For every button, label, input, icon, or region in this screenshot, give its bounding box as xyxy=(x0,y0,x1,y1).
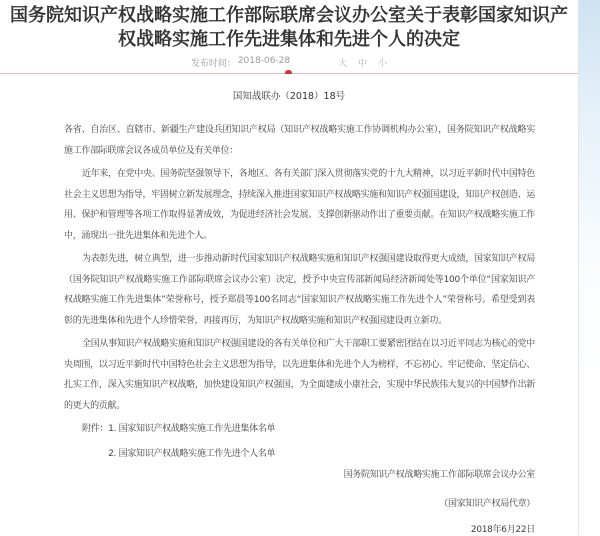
page-edge-strip xyxy=(578,0,600,535)
attachment-item: 1. 国家知识产权战略实施工作先进集体名单 xyxy=(108,424,276,434)
attachments-list xyxy=(108,419,535,464)
body-paragraph: 为表彰先进，树立典型，进一步推动新时代国家知识产权战略实施和知识产权强国建设取得更大成绩，国家知识产权局（国务院知识产权战略实施工作部际联席会议办公室）决定，授予中央宣传部新闻局经济新闻处等100个单位“国家知识产权战略实施工作先进集体”荣誉称号，授予郑晨等100名同志“国家知识产权战略实施工作先进个人”荣誉称号。希望受到表彰的先进集体和先进个人珍惜荣誉，再接再厉，为知识产权战略实施和知识产权强国建设再立新功。 xyxy=(64,254,535,326)
divider-marker-icon xyxy=(285,70,292,74)
signature-seal-note: （国家知识产权局代章） xyxy=(439,499,535,509)
page-title: 国务院知识产权战略实施工作部际联席会议办公室关于表彰国家知识产权战略实施工作先进集体和先进个人的决定 xyxy=(10,5,568,50)
document-number: 国知战联办（2018）18号 xyxy=(232,91,346,102)
font-size-controls xyxy=(338,56,387,69)
signature-date: 2018年6月22日 xyxy=(470,525,535,535)
publish-date: 2018-06-28 xyxy=(237,55,291,66)
body-paragraph: 全国从事知识产权战略实施和知识产权强国建设的各有关单位和广大干部职工要紧密团结在以习近平同志为核心的党中央周围，以习近平新时代中国特色社会主义思想为指导，以先进集体和先进个人为榜样，不忘初心、牢记使命、坚定信心、扎实工作，深入实施知识产权战略，加快建设知识产权强国，为全面建成小康社会，实现中华民族伟大复兴的中国梦作出新的更大的贡献。 xyxy=(64,339,535,411)
body-paragraph: 近年来，在党中央、国务院坚强领导下，各地区、各有关部门深入贯彻落实党的十九大精神，以习近平新时代中国特色社会主义思想为指导，牢固树立新发展理念，持续深入推进国家知识产权战略实施和知识产权强国建设，知识产权创造、运用、保护和管理等各项工作取得显著成效，为促进经济社会发展、支撑创新驱动作出了重要贡献。在知识产权战略实施工作中，涌现出一批先进集体和先进个人。 xyxy=(64,169,535,241)
meta-bar xyxy=(0,56,578,68)
signature-block xyxy=(64,469,535,536)
font-size-medium-button[interactable]: 中 xyxy=(358,58,368,69)
publish-label: 发布时间： xyxy=(190,58,236,69)
attachments-block xyxy=(82,419,535,464)
attachment-item: 2. 国家知识产权战略实施工作先进个人名单 xyxy=(108,448,276,459)
font-size-small-button[interactable]: 小 xyxy=(378,58,388,69)
publish-info xyxy=(191,56,290,69)
document-body xyxy=(64,120,535,536)
attachments-label: 附件： xyxy=(82,424,109,434)
font-size-large-button[interactable]: 大 xyxy=(338,58,348,69)
red-divider xyxy=(0,73,578,74)
salutation-paragraph: 各省、自治区、直辖市、新疆生产建设兵团知识产权局（知识产权战略实施工作协调机构办公室），国务院知识产权战略实施工作部际联席会议各成员单位及有关单位： xyxy=(64,125,535,156)
signature-office: 国务院知识产权战略实施工作部际联席会议办公室 xyxy=(343,470,535,480)
